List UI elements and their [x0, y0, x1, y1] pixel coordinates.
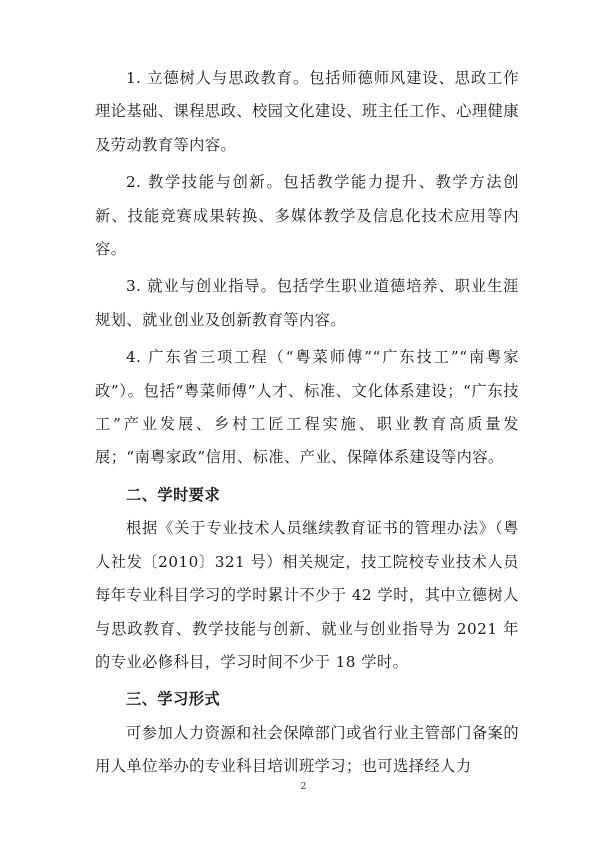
paragraph-moral-education: 1. 立德树人与思政教育。包括师德师风建设、思政工作理论基础、课程思政、校园文化建设、班主任工作、心理健康及劳动教育等内容。	[95, 69, 519, 154]
paragraph-employment-guidance: 3. 就业与创业指导。包括学生职业道德培养、职业生涯规划、就业创业及创新教育等内容。	[95, 277, 519, 329]
page-number: 2	[300, 782, 307, 792]
section-heading-study-hours: 二、学时要求	[126, 485, 221, 504]
paragraph-teaching-skills: 2. 教学技能与创新。包括教学能力提升、教学方法创新、技能竞赛成果转换、多媒体教学及信息化技术应用等内容。	[95, 173, 519, 259]
paragraph-study-form: 可参加人力资源和社会保障部门或省行业主管部门备案的用人单位举办的专业科目培训班学习；也可选择经人力	[95, 723, 519, 776]
section-heading-study-form: 三、学习形式	[126, 690, 221, 709]
paragraph-study-hours: 根据《关于专业技术人员继续教育证书的管理办法》（粤人社发〔2010〕321 号）相关规定，技工院校专业技术人员每年专业科目学习的学时累计不少于 42 学时，其中立德树人与思政教育、教学技能与创新、就业与创业指导为 2021 年的专业必修科目，学习时间不少于 18 学时。	[95, 519, 519, 671]
document-body	[95, 62, 519, 788]
paragraph-guangdong-projects: 4. 广东省三项工程（“粤菜师傅”“广东技工”“南粤家政”）。包括“粤菜师傅”人才、标准、文化体系建设；“广东技工”产业发展、乡村工匠工程实施、职业教育高质量发展；“南粤家政”信用、标准、产业、保障体系建设等内容。	[95, 348, 519, 467]
